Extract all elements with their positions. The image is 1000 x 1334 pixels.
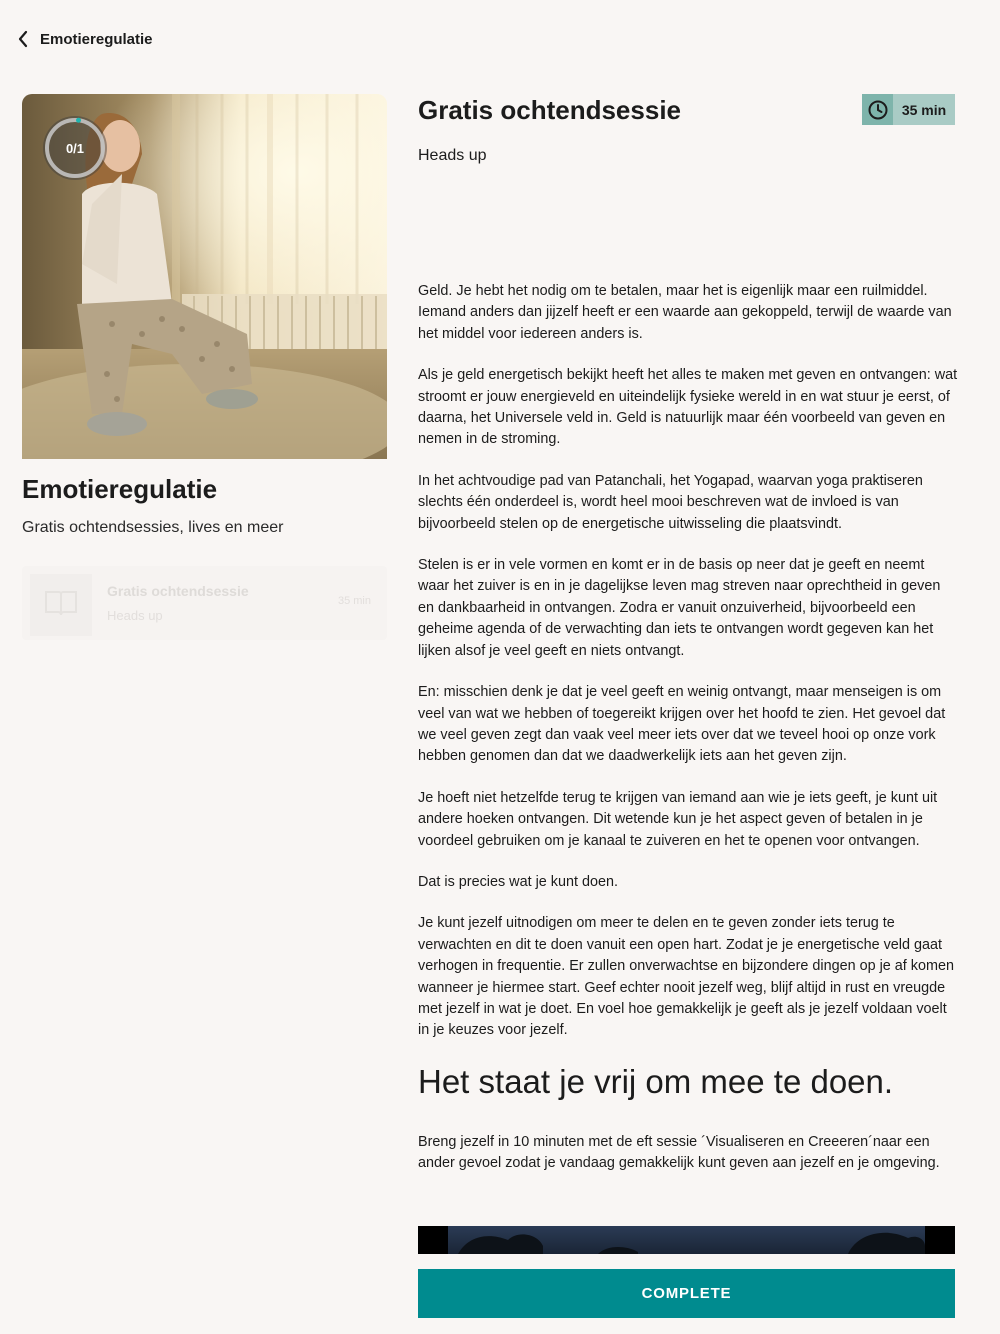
lesson-content [418,281,958,1195]
course-title: Emotieregulatie [22,474,218,504]
course-subtitle: Gratis ochtendsessies, lives en meer [22,519,284,536]
content-paragraph: Als je geld energetisch bekijkt heeft het alles te maken met geven en ontvangen: wat stroomt er jouw energieveld en uiteindelijk fysieke wereld in en wat stuur je eerst, of daarna, het Universele veld in. Geld is natuurlijk maar één voorbeeld van geven en nemen in de stroming. [418,367,958,448]
lesson-list-duration: 35 min [337,595,371,607]
lesson-subtitle: Heads up [418,147,487,164]
top-bar [0,0,1000,78]
content-paragraph: Geld. Je hebt het nodig om te betalen, maar het is eigenlijk maar een ruilmiddel. Iemand anders dan jijzelf heeft er een waarde aan gekoppeld, terwijl de waarde van het middel voor iedereen anders is. [418,283,952,342]
duration-badge [862,94,955,125]
video-player[interactable] [418,1226,955,1254]
content-paragraph: Dat is precies wat je kunt doen. [418,873,618,890]
content-paragraph: In het achtvoudige pad van Patanchali, het Yogapad, waarvan yoga praktiseren slechts één onderdeel is, wordt heel mooi beschreven wat de invloed is van bijvoorbeeld stelen op de energetische uitwisseling die plaatsvindt. [418,472,923,532]
back-title: Emotieregulatie [40,30,153,48]
lesson-list-title: Gratis ochtendsessie [107,583,249,599]
content-paragraph: Stelen is er in vele vormen en komt er in de basis op neer dat je geeft en neemt waar het zuiver is en in je dagelijkse leven mag streven naar oprechtheid in geven en dankbaarheid in ontvangen. Zodra er vanuit onzuiverheid, bijvoorbeeld een geheime agenda of de verwachting dan iets te ontvangen wordt gegeven kan het lijken alsof je veel geeft en niets ontvangt. [418,557,941,659]
content-heading: Het staat je vrij om mee te doen. [418,1062,894,1100]
content-paragraph: Je hoeft niet hetzelfde terug te krijgen van iemand aan wie je iets geeft, je kunt uit andere hoeken ontvangen. Dit wetende kun je het aspect geven of betalen in je voordeel gebruiken om je kanaal te zuiveren en het te openen voor ontvangen. [418,789,938,849]
content-paragraph: En: misschien denk je dat je veel geeft en weinig ontvangt, maar menseigen is om veel van wat we hebben of toegereikt krijgen over het hoofd te zien. Het gevoel dat we veel geven zegt dan vaak veel meer iets over dat we teveel hooi op onze vork hebben genomen dan dat we daadwerkelijk iets aan het geven zijn. [418,684,946,765]
lesson-title: Gratis ochtendsessie [418,95,681,125]
content-paragraph: Je kunt jezelf uitnodigen om meer te delen en te geven zonder iets terug te verwachten en dit te doen vanuit een open hart. Zodat je je energetische veld gaat verhogen in frequentie. Er zullen onverwachtse en bijzondere dingen op je af komen wanneer je hiermee start. Geef echter nooit jezelf weg, blijf altijd in rust en vreugde met jezelf in wat je doet. En voel hoe gemakkelijk je geeft als je jezelf voldaan voelt in je keuzes voor jezelf. [418,915,954,1039]
lesson-list-subtitle: Heads up [107,608,163,623]
lesson-list-item[interactable] [22,566,387,640]
chevron-left-icon [16,30,30,48]
book-icon [44,589,78,622]
content-paragraph: Breng jezelf in 10 minuten met de eft sessie ´Visualiseren en Creeeren´naar een ander gevoel zodat je vandaag gemakkelijk kunt geven aan jezelf en je omgeving. [418,1133,940,1172]
lesson-thumbnail [30,574,92,636]
complete-button[interactable]: COMPLETE [418,1269,955,1318]
clock-icon [862,94,893,125]
duration-text: 35 min [901,101,947,118]
progress-label: 0/1 [65,140,85,156]
back-button[interactable] [16,26,153,52]
